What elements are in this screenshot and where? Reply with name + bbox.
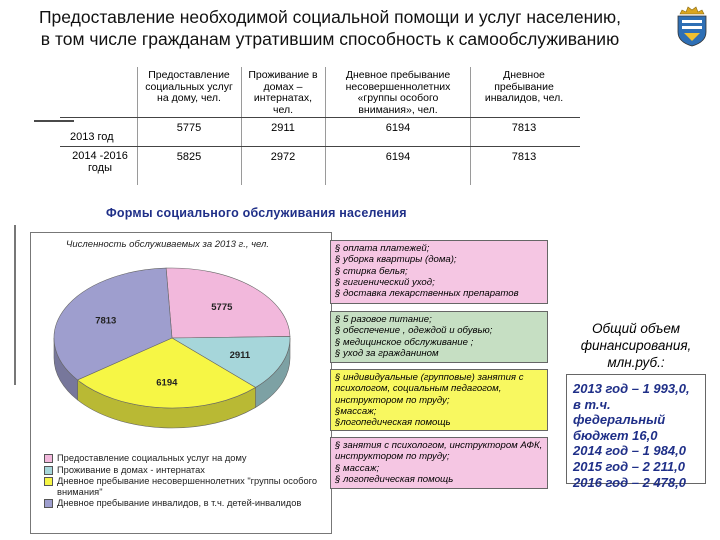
service-item: § гигиенический уход; bbox=[335, 276, 435, 288]
financing-line: 2015 год – 2 211,0 bbox=[573, 458, 685, 474]
service-item: § обеспечение , одеждой и обувью; bbox=[335, 325, 493, 337]
service-item: § индивидуальные (групповые) занятия с психологом, социальным педагогом, инструктором по труду; bbox=[335, 372, 524, 406]
service-item: § логопедическая помощь bbox=[335, 473, 454, 485]
legend-item bbox=[44, 453, 326, 464]
table-divider bbox=[241, 67, 242, 185]
table-cell: 2911 bbox=[271, 122, 295, 134]
table-row-label: 2013 год bbox=[70, 131, 114, 143]
table-header-residential-homes: Проживание в домах – интернатах, чел. bbox=[248, 69, 318, 116]
table-header-home-services: Предоставление социальных услуг на дому, чел. bbox=[145, 69, 233, 104]
table-header-disabled-day-stay: Дневное пребывание инвалидов, чел. bbox=[484, 69, 564, 104]
legend-label: Предоставление социальных услуг на дому bbox=[57, 453, 247, 463]
legend-swatch bbox=[44, 466, 53, 475]
pie-data-label: 2911 bbox=[229, 350, 251, 362]
financing-line: 2016 год – 2 478,0 bbox=[573, 474, 686, 490]
table-cell: 2972 bbox=[270, 151, 296, 163]
table-row-label: 2014 -2016 годы bbox=[72, 150, 128, 174]
table-header-minors-day-stay: Дневное пребывание несовершеннолетних «группы особого внимания», чел. bbox=[345, 69, 451, 116]
service-box-home bbox=[330, 240, 548, 304]
financing-box bbox=[566, 374, 706, 490]
service-item: § доставка лекарственных препаратов bbox=[335, 288, 519, 300]
legend-label: Дневное пребывание несовершеннолетних "группы особого внимания" bbox=[57, 476, 318, 497]
service-box-minors bbox=[330, 369, 548, 431]
legend-label: Дневное пребывание инвалидов, в т.ч. детей-инвалидов bbox=[57, 498, 302, 509]
service-item: §логопедическая помощь bbox=[335, 417, 451, 429]
pie-chart bbox=[30, 250, 330, 450]
legend-swatch bbox=[44, 454, 53, 463]
table-divider bbox=[470, 67, 471, 185]
decor-line-left bbox=[34, 120, 74, 122]
title-line-1: Предоставление необходимой социальной помощи и услуг населению, bbox=[38, 7, 622, 27]
service-item: § стирка белья; bbox=[335, 265, 408, 277]
chart-caption: Численность обслуживаемых за 2013 г., чел. bbox=[66, 239, 270, 250]
service-item: § уход за гражданином bbox=[335, 347, 439, 359]
legend-item bbox=[44, 498, 326, 509]
service-item: § оплата платежей; bbox=[335, 243, 430, 254]
table-rule bbox=[60, 146, 580, 147]
table-cell: 7813 bbox=[511, 151, 537, 163]
financing-line: 2014 год – 1 984,0 bbox=[573, 443, 686, 459]
table-divider bbox=[325, 67, 326, 185]
table-divider bbox=[137, 67, 138, 185]
service-box-disabled bbox=[330, 437, 548, 489]
table-cell: 5825 bbox=[176, 151, 202, 163]
pie-data-label: 6194 bbox=[156, 377, 178, 389]
table-cell: 7813 bbox=[511, 122, 537, 134]
slide-title bbox=[0, 6, 660, 50]
section-title: Формы социального обслуживания населения bbox=[106, 206, 407, 220]
legend-item bbox=[44, 476, 326, 497]
financing-line: 2013 год – 1 993,0, в т.ч. федеральный бюджет 16,0 bbox=[573, 381, 690, 443]
title-line-2: в том числе гражданам утратившим способность к самообслуживанию bbox=[40, 29, 620, 49]
service-item: § массаж; bbox=[335, 462, 380, 474]
table-rule bbox=[60, 117, 580, 118]
service-item: § медицинское обслуживание ; bbox=[335, 336, 474, 348]
service-item: § 5 разовое питание; bbox=[335, 314, 432, 325]
table-cell: 6194 bbox=[385, 151, 411, 163]
table-cell: 6194 bbox=[385, 122, 411, 134]
legend-swatch bbox=[44, 477, 53, 486]
legend-item bbox=[44, 465, 326, 476]
legend-label: Проживание в домах - интернатах bbox=[57, 464, 205, 475]
pie-data-label: 5775 bbox=[211, 302, 233, 314]
pie-data-label: 7813 bbox=[95, 315, 117, 327]
chart-legend bbox=[44, 453, 326, 510]
decor-line-left-vertical bbox=[14, 225, 16, 385]
coat-of-arms-icon bbox=[672, 2, 712, 48]
table-cell: 5775 bbox=[176, 122, 202, 134]
service-item: §массаж; bbox=[335, 405, 377, 417]
financing-title: Общий объем финансирования, млн.руб.: bbox=[580, 321, 692, 370]
service-item: § занятия с психологом, инструктором АФК, инструктором по труду; bbox=[335, 440, 543, 463]
service-item: § уборка квартиры (дома); bbox=[335, 254, 457, 266]
legend-swatch bbox=[44, 499, 53, 508]
service-box-residential bbox=[330, 311, 548, 363]
